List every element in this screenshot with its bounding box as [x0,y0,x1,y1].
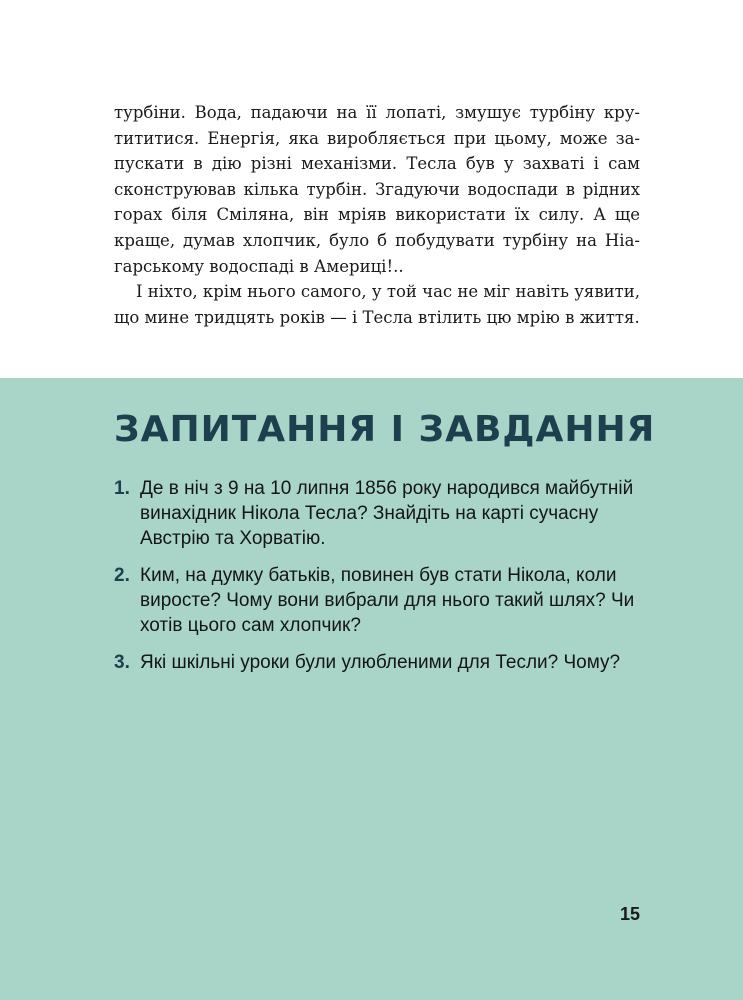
question-text: Де в ніч з 9 на 10 липня 1856 року народився майбутній винахідник Нікола Тесла? Знайдіть на карті сучасну Австрію та Хорватію. [140,478,634,549]
question-number: 1. [114,478,130,499]
story-paragraph: турбіни. Вода, падаючи на її лопаті, змушує турбіну крутититися. Енергія, яка виробляється при цьому, може запускати в дію різні механізми. Тесла був у захваті і сам сконструював кілька турбін. Згадуючи водоспади в рідних горах біля Сміляна, він мріяв використати їх силу. А ще краще, думав хлопчик, було б побудувати турбіну на Ніагарському водоспаді в Америці!.. [114,103,640,276]
question-text: Які шкільні уроки були улюбленими для Тесли? Чому? [140,652,621,673]
question-number: 3. [114,652,130,673]
question-number: 2. [114,565,130,586]
question-item [114,650,644,675]
question-item [114,563,644,638]
section-title: ЗАПИТАННЯ І ЗАВДАННЯ [114,409,656,450]
question-item [114,476,644,551]
page-number: 15 [620,904,641,924]
story-text [114,100,640,330]
story-paragraph: І ніхто, крім нього самого, у той час не міг навіть уявити, що мине тридцять років — і Тесла втілить цю мрію в життя. [114,282,640,327]
questions-list [114,476,644,687]
question-text: Ким, на думку батьків, повинен був стати Нікола, коли виросте? Чому вони вибрали для нього такий шлях? Чи хотів цього сам хлопчик? [140,565,635,636]
